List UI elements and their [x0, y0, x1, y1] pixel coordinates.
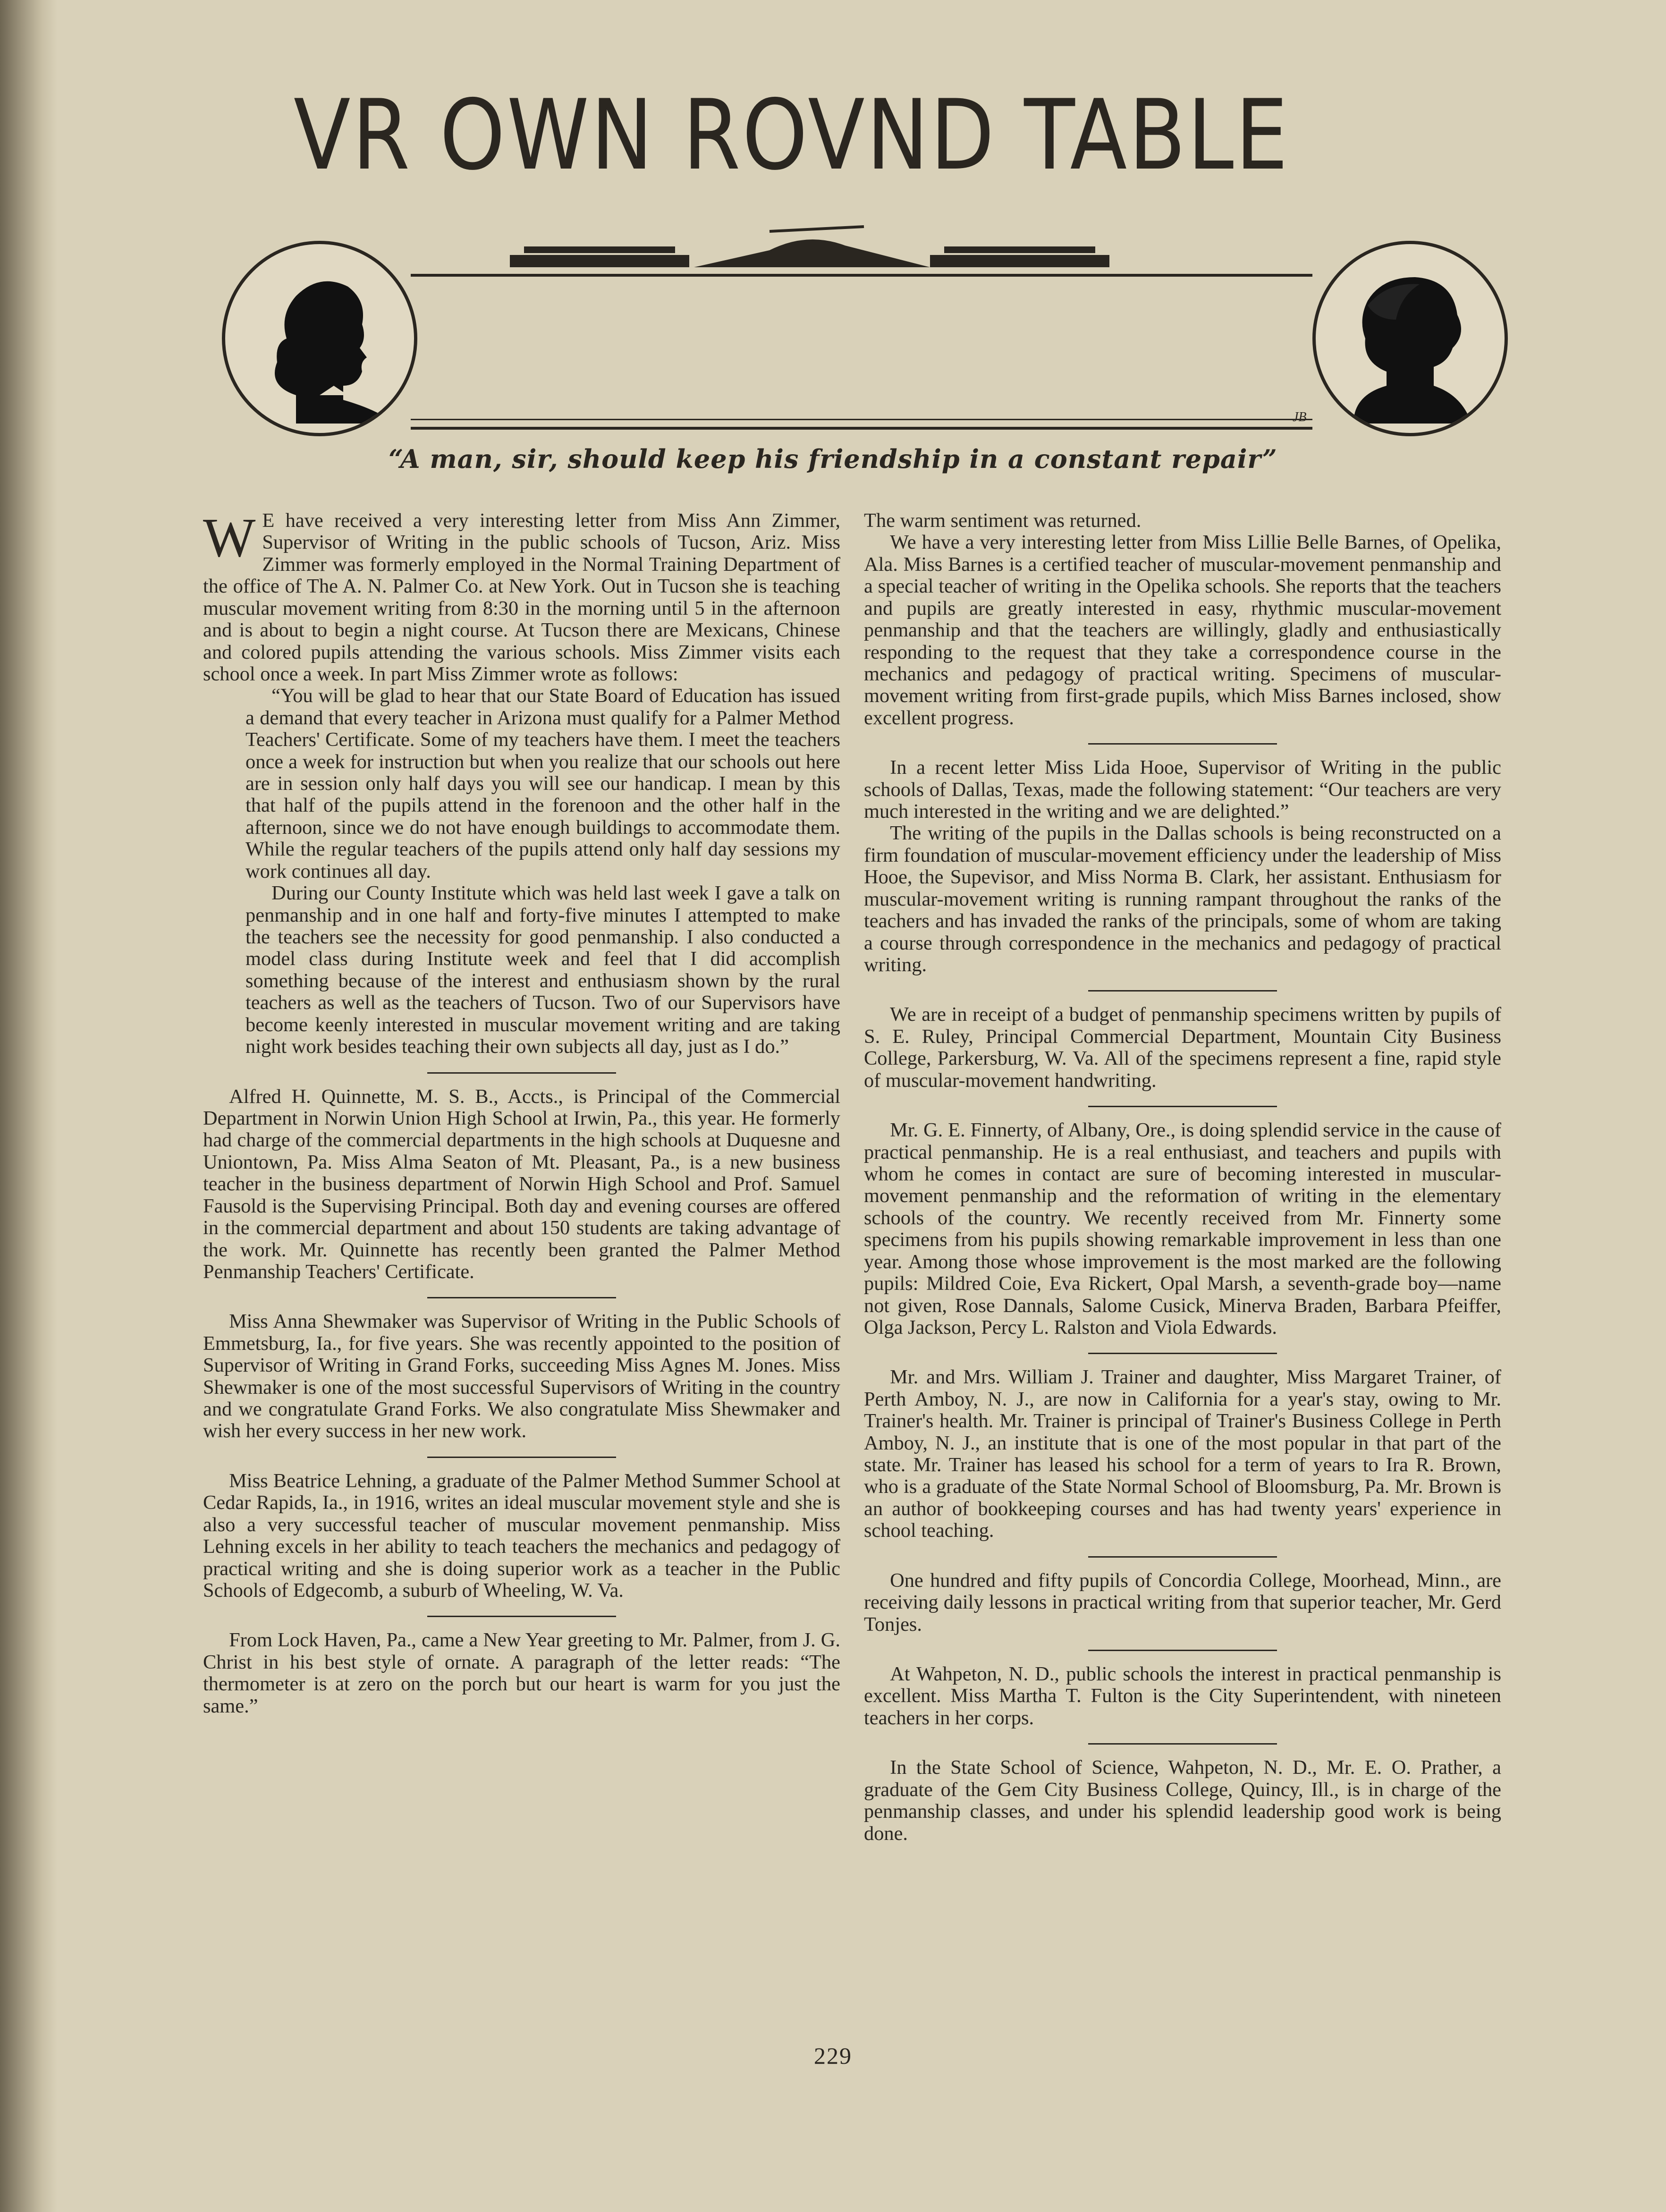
paragraph: At Wahpeton, N. D., public schools the interest in practical penmanship is excellent. Miss Martha T. Fulton is the City Superintendent, with nineteen teachers in her corps.	[864, 1662, 1501, 1729]
paragraph: Mr. G. E. Finnerty, of Albany, Ore., is doing splendid service in the cause of practical penmanship. He is a real enthusiast, and teachers and pupils with whom he comes in contact are sure of becoming interested in muscular-movement penmanship and the reformation of writing in the elementary schools of the country. We recently received from Mr. Finnerty some specimens from his pupils showing remarkable improvement in less than one year. Among those whose improvement is the most marked are the following pupils: Mildred Coie, Eva Rickert, Opal Marsh, a seventh-grade boy—name not given, Rose Dannals, Salome Cusick, Minerva Braden, Barbara Pfeiffer, Olga Jackson, Percy L. Ralston and Viola Edwards.	[864, 1119, 1501, 1339]
drop-cap: W	[203, 507, 256, 568]
paragraph: One hundred and fifty pupils of Concordia College, Moorhead, Minn., are receiving daily lessons in practical writing from that superior teacher, Mr. Gerd Tonjes.	[864, 1569, 1501, 1636]
paragraph: In the State School of Science, Wahpeton, N. D., Mr. E. O. Prather, a graduate of the Gem City Business College, Quincy, Ill., is in charge of the penmanship classes, and under his splendid leadership good work is being done.	[864, 1756, 1501, 1845]
motto: “A man, sir, should keep his friendship in a constant repair”	[389, 444, 1277, 474]
section-divider	[427, 1297, 616, 1298]
paragraph: Mr. and Mrs. William J. Trainer and daughter, Miss Margaret Trainer, of Perth Amboy, N. J., are now in California for a year's stay, owing to Mr. Trainer's health. Mr. Trainer is principal of Trainer's Business College in Perth Amboy, N. J., an institute that is one of the most popular in that part of the state. Mr. Trainer has leased his school for a term of years to Ira R. Brown, who is a graduate of the State Normal School of Bloomsburg, Pa. Mr. Brown is an author of bookkeeping courses and has had twenty years' experience in school teaching.	[864, 1366, 1501, 1542]
page-title: VR OWN ROVND TABLE	[293, 79, 1290, 192]
page-number: 229	[814, 2042, 852, 2069]
book-spine-shadow	[0, 0, 57, 2212]
man-silhouette-portrait	[222, 241, 417, 436]
paragraph: W E have received a very interesting letter from Miss Ann Zimmer, Supervisor of Writing in the public schools of Tucson, Ariz. Miss Zimmer was formerly employed in the Normal Training Department of the office of The A. N. Palmer Co. at New York. Out in Tucson she is teaching muscular movement writing from 8:30 in the morning until 5 in the afternoon and is about to begin a night course. At Tucson there are Mexicans, Chinese and colored pupils attending the various schools. Miss Zimmer visits each school once a week. In part Miss Zimmer wrote as follows:	[203, 507, 840, 685]
artist-monogram: JB	[1293, 410, 1307, 424]
section-divider	[1088, 743, 1277, 745]
section-divider	[427, 1072, 616, 1074]
header-banner	[222, 222, 1506, 449]
woman-silhouette-portrait	[1312, 241, 1508, 436]
quote-paragraph: “You will be glad to hear that our State Board of Education has issued a demand that every teacher in Arizona must qualify for a Palmer Method Teachers' Certificate. Some of my teachers have them. I meet the teachers once a week for instruction but when you realize that our schools out here are in session only half days you will see our handicap. I mean by this that half of the pupils attend in the forenoon and the other half in the afternoon, since we do not have enough buildings to accommodate them. While the regular teachers of the pupils attend only half day sessions my work continues all day.	[245, 685, 840, 882]
pen-ornament-icon	[505, 222, 1119, 279]
paragraph: Miss Beatrice Lehning, a graduate of the Palmer Method Summer School at Cedar Rapids, Ia., in 1916, writes an ideal muscular movement style and she is also a very successful teacher of muscular movement penmanship. Miss Lehning excels in her ability to teach teachers the mechanics and pedagogy of practical writing and she is doing superior work as a teacher in the Public Schools of Edgecomb, a suburb of Wheeling, W. Va.	[203, 1469, 840, 1602]
section-divider	[1088, 1106, 1277, 1107]
section-divider	[1088, 1650, 1277, 1651]
paragraph: The writing of the pupils in the Dallas schools is being reconstructed on a firm foundation of muscular-movement efficiency under the leadership of Miss Hooe, the Supevisor, and Miss Norma B. Clark, her assistant. Enthusiasm for muscular-movement writing is running rampant throughout the ranks of the teachers and has invaded the ranks of the principals, some of whom are taking a course through correspondence in the mechanics and pedagogy of practical writing.	[864, 822, 1501, 976]
quote-paragraph: During our County Institute which was held last week I gave a talk on penmanship and in one half and forty-five minutes I attempted to make the teachers see the necessity for good penmanship. I also conducted a model class during Institute week and feel that I did accomplish something because of the interest and enthusiasm shown by the rural teachers as well as the teachers of Tucson. Two of our Supervisors have become keenly interested in muscular movement writing and are taking night work besides teaching their own subjects all day, just as I do.”	[245, 882, 840, 1058]
section-divider	[1088, 1743, 1277, 1745]
section-divider	[1088, 1556, 1277, 1558]
paragraph: From Lock Haven, Pa., came a New Year greeting to Mr. Palmer, from J. G. Christ in his best style of ornate. A paragraph of the letter reads: “The thermometer is at zero on the porch but our heart is warm for you just the same.”	[203, 1629, 840, 1717]
man-silhouette-icon	[225, 244, 414, 433]
section-divider	[1088, 1353, 1277, 1354]
section-divider	[427, 1457, 616, 1458]
title-frame	[411, 274, 1312, 430]
paragraph: The warm sentiment was returned.	[864, 509, 1142, 532]
left-column	[203, 507, 840, 1717]
section-divider	[427, 1616, 616, 1617]
right-column	[864, 510, 1501, 1845]
paragraph: Miss Anna Shewmaker was Supervisor of Writing in the Public Schools of Emmetsburg, Ia., for five years. She was recently appointed to the position of Supervisor of Writing in Grand Forks, succeeding Miss Agnes M. Jones. Miss Shewmaker is one of the most successful Supervisors of Writing in the country and we congratulate Grand Forks. We also congratulate Miss Shewmaker and wish her every success in her new work.	[203, 1310, 840, 1442]
paragraph: We are in receipt of a budget of penmanship specimens written by pupils of S. E. Ruley, Principal Commercial Department, Mountain City Business College, Parkersburg, W. Va. All of the specimens represent a fine, rapid style of muscular-movement handwriting.	[864, 1003, 1501, 1092]
woman-silhouette-icon	[1316, 244, 1505, 433]
section-divider	[1088, 990, 1277, 992]
paragraph: Alfred H. Quinnette, M. S. B., Accts., is Principal of the Commercial Department in Norwin Union High School at Irwin, Pa., this year. He formerly had charge of the commercial departments in the high schools at Duquesne and Uniontown, Pa. Miss Alma Seaton of Mt. Pleasant, Pa., is a new business teacher in the business department of Norwin High School and Prof. Samuel Fausold is the Supervising Principal. Both day and evening courses are offered in the commercial department and about 150 students are taking advantage of the work. Mr. Quinnette has recently been granted the Palmer Method Penmanship Teachers' Certificate.	[203, 1085, 840, 1283]
paragraph: In a recent letter Miss Lida Hooe, Supervisor of Writing in the public schools of Dallas, Texas, made the following statement: “Our teachers are very much interested in the writing and we are delighted.”	[864, 756, 1501, 823]
paragraph: We have a very interesting letter from Miss Lillie Belle Barnes, of Opelika, Ala. Miss Barnes is a certified teacher of muscular-movement penmanship and a special teacher of writing in the Opelika schools. She reports that the teachers and pupils are greatly interested in easy, rhythmic muscular-movement penmanship and that the teachers are willingly, gladly and enthusiastically responding to the request that they take a correspondence course in the mechanics and pedagogy of practical writing. Specimens of muscular-movement writing from first-grade pupils, which Miss Barnes inclosed, show excellent progress.	[864, 531, 1501, 729]
